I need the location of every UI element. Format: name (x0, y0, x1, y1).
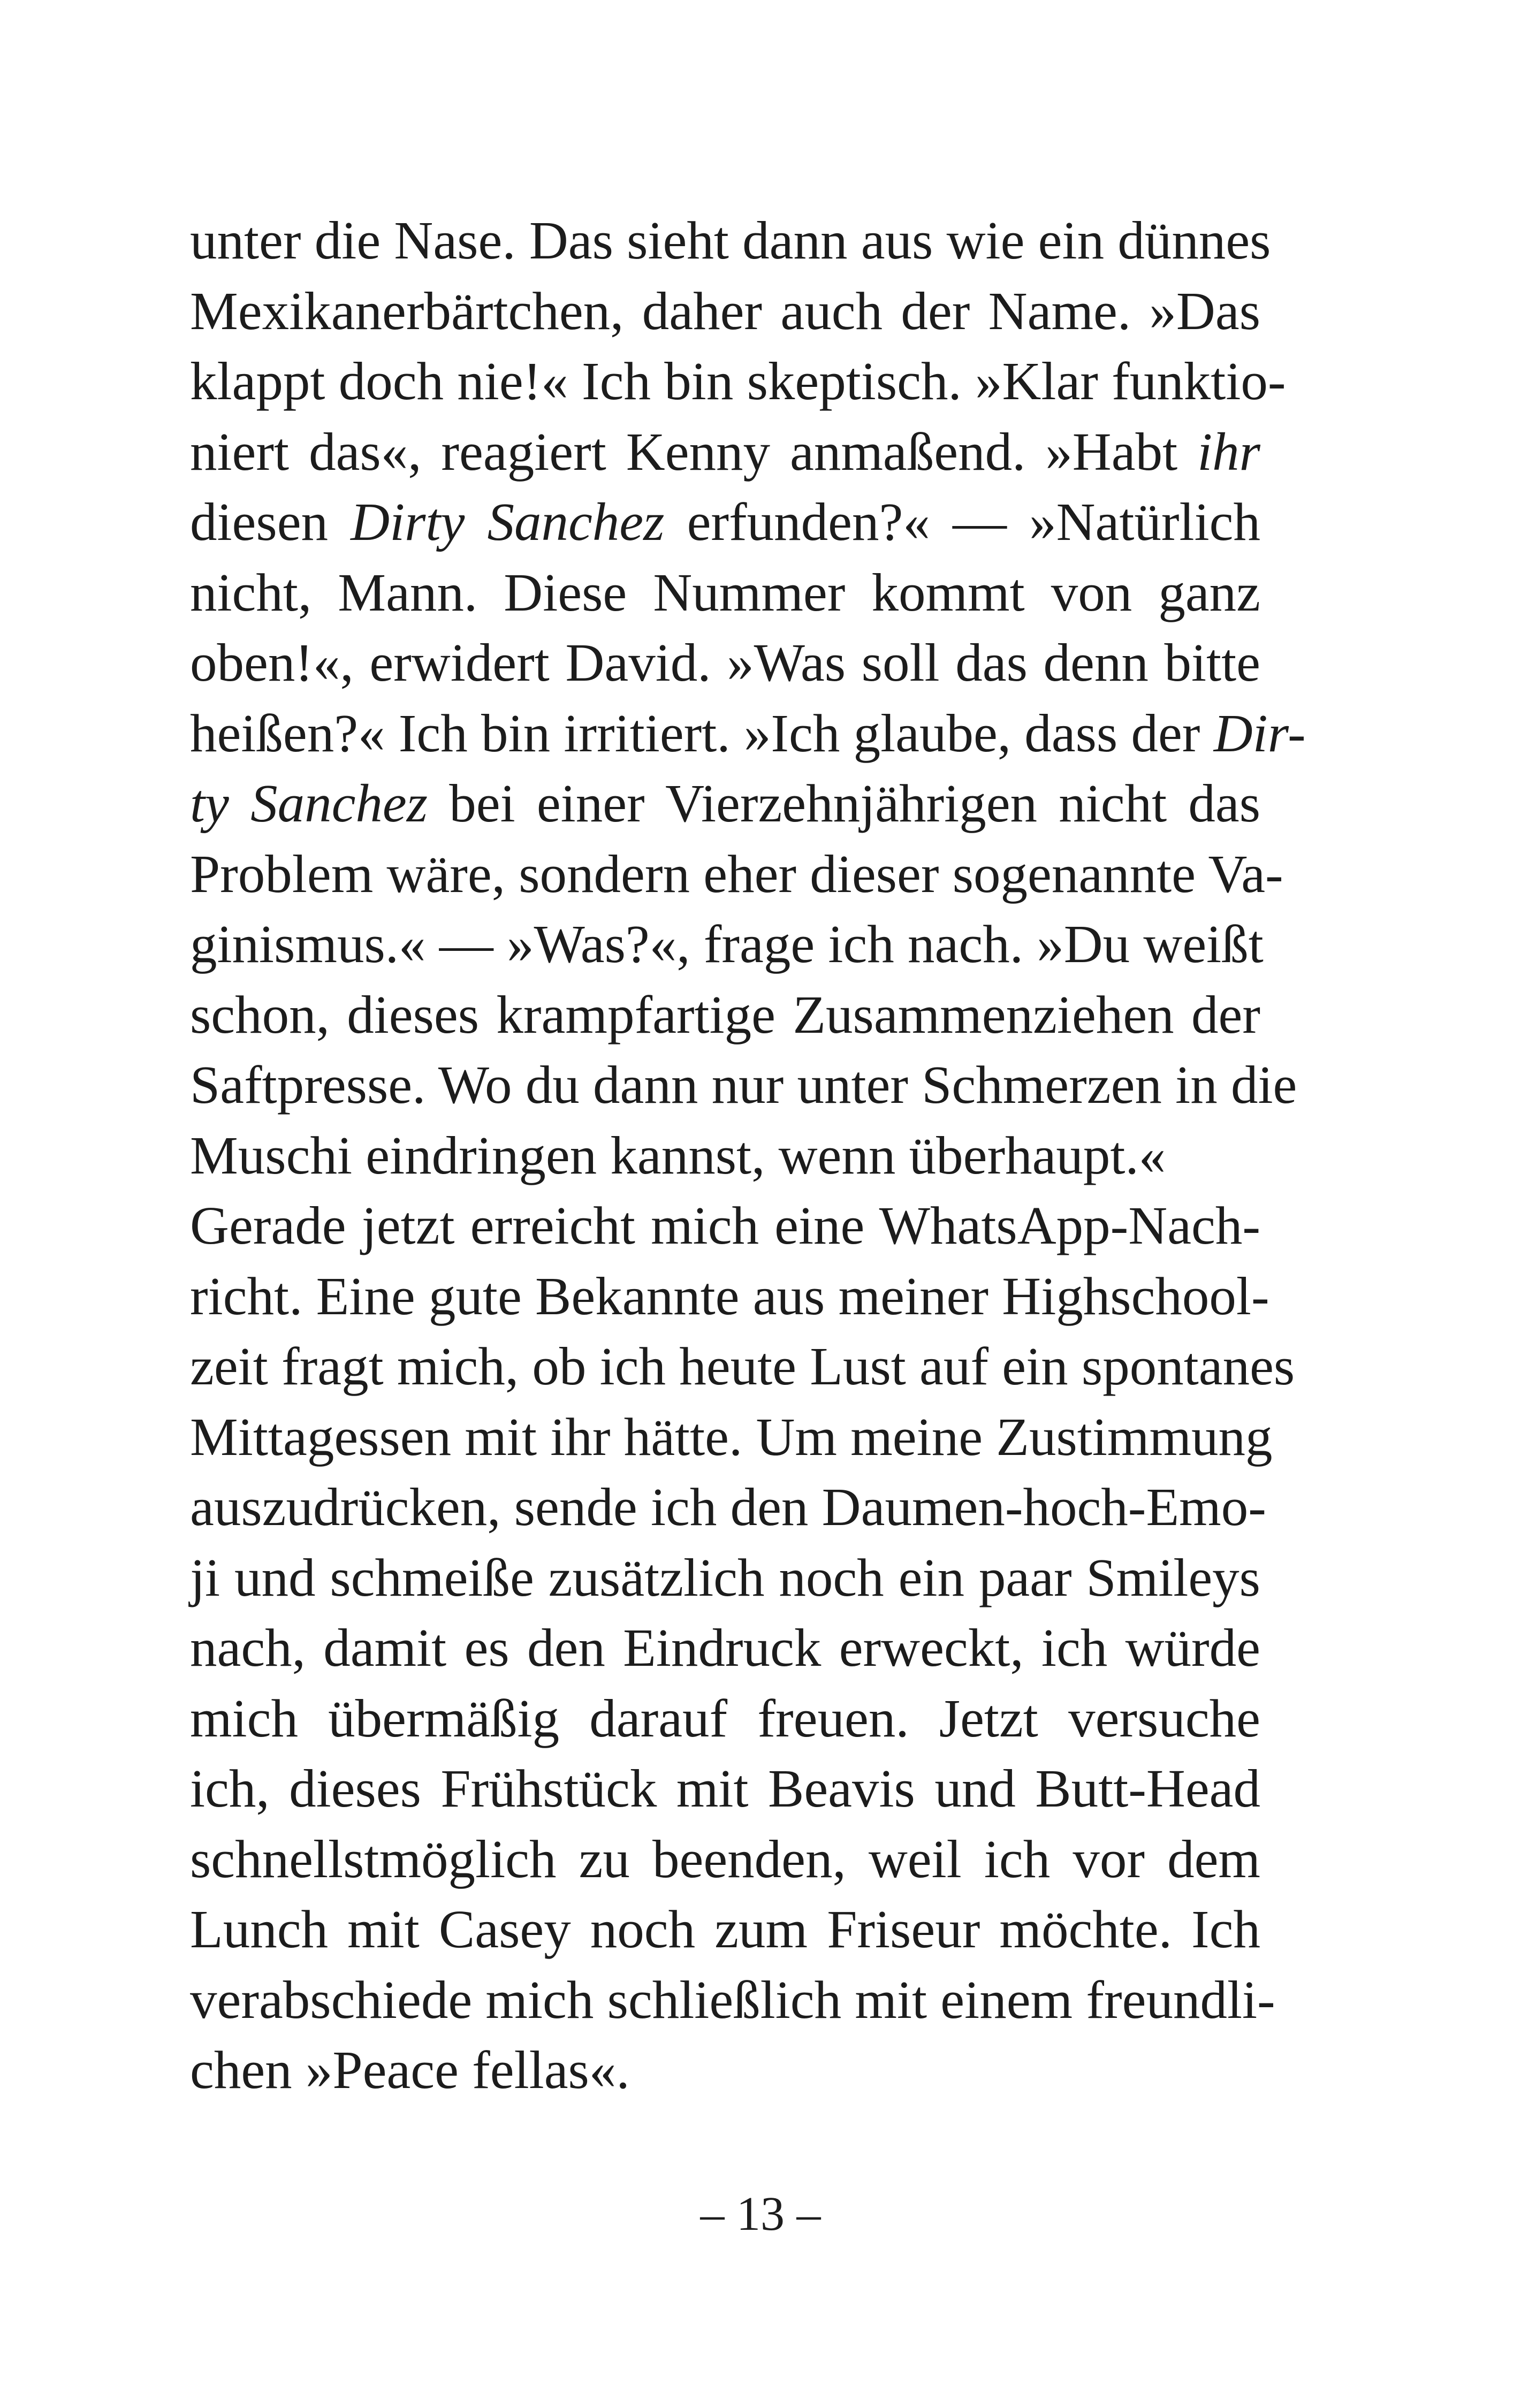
text-line: unter die Nase. Das sieht dann aus wie ein dünnes (190, 210, 1271, 270)
text-line: Mexikanerbärtchen, daher auch der Name. »Das (190, 280, 1260, 341)
text-line: ich, dieses Frühstück mit Beavis und Butt-Head (190, 1758, 1260, 1818)
text-line: Problem wäre, sondern eher dieser sogenannte Va- (190, 843, 1283, 904)
text-line: Gerade jetzt erreicht mich eine WhatsApp-Nach- (190, 1195, 1260, 1255)
text-line: Mittagessen mit ihr hätte. Um meine Zustimmung (190, 1406, 1273, 1467)
text-line: Muschi eindringen kannst, wenn überhaupt.« (190, 1125, 1166, 1185)
text-line: klappt doch nie!« Ich bin skeptisch. »Klar funktio- (190, 351, 1286, 411)
text-line: zeit fragt mich, ob ich heute Lust auf ein spontanes (190, 1336, 1295, 1396)
text-line: Lunch mit Casey noch zum Friseur möchte. Ich (190, 1899, 1260, 1959)
body-text (190, 205, 1306, 2106)
text-line: oben!«, erwidert David. »Was soll das denn bitte (190, 633, 1260, 692)
text-line: verabschiede mich schließlich mit einem freundli- (190, 1969, 1275, 2030)
text-line: ji und schmeiße zusätzlich noch ein paar Smileys (190, 1547, 1260, 1607)
text-line: mich übermäßig darauf freuen. Jetzt versuche (190, 1688, 1260, 1748)
text-line: auszudrücken, sende ich den Daumen-hoch-Emo- (190, 1477, 1266, 1537)
text-line: richt. Eine gute Bekannte aus meiner Highschool- (190, 1266, 1269, 1326)
text-line: chen »Peace fellas«. (190, 2040, 630, 2100)
text-line: schnellstmöglich zu beenden, weil ich vor dem (190, 1828, 1260, 1889)
text-line: ty Sanchez bei einer Vierzehnjährigen nicht das (190, 773, 1261, 833)
text-line: ginismus.« — »Was?«, frage ich nach. »Du weißt (190, 914, 1264, 974)
page-number: – 13 – (700, 2188, 821, 2241)
text-line: niert das«, reagiert Kenny anmaßend. »Habt ihr (190, 421, 1260, 482)
text-line: nach, damit es den Eindruck erweckt, ich würde (190, 1618, 1260, 1678)
text-line: schon, dieses krampfartige Zusammenziehen der (190, 984, 1260, 1045)
text-line: diesen Dirty Sanchez erfunden?« — »Natürlich (190, 492, 1260, 552)
text-line: nicht, Mann. Diese Nummer kommt von ganz (190, 562, 1260, 622)
text-line: heißen?« Ich bin irritiert. »Ich glaube, dass der Dir- (190, 703, 1306, 763)
text-line: Saftpresse. Wo du dann nur unter Schmerzen in die (190, 1055, 1297, 1115)
